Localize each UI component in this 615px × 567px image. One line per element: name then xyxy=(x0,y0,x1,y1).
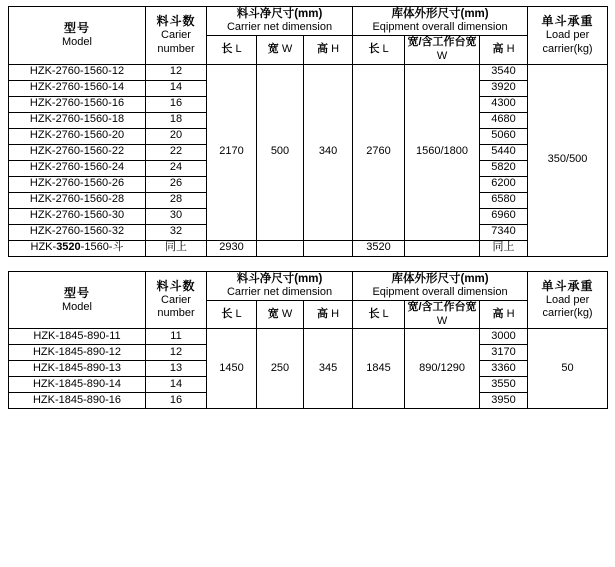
cell-model: HZK-2760-1560-32 xyxy=(9,224,146,240)
cell-overall-width-summary xyxy=(405,240,480,256)
cell-overall-height: 6200 xyxy=(480,176,528,192)
cell-overall-height: 4300 xyxy=(480,96,528,112)
cell-overall-length-summary: 3520 xyxy=(353,240,405,256)
cell-model: HZK-2760-1560-18 xyxy=(9,112,146,128)
subheader-overall-height: 高 H xyxy=(480,36,528,65)
cell-model: HZK-2760-1560-14 xyxy=(9,80,146,96)
cell-carrier: 16 xyxy=(146,393,207,409)
cell-overall-height: 3550 xyxy=(480,377,528,393)
model-prefix: HZK- xyxy=(30,241,57,254)
table-row-summary xyxy=(9,240,608,256)
cell-model: HZK-2760-1560-28 xyxy=(9,192,146,208)
subheader-overall-length: 长 L xyxy=(353,36,405,65)
cell-carrier: 14 xyxy=(146,80,207,96)
header-row-group xyxy=(9,271,608,300)
cell-carrier: 13 xyxy=(146,361,207,377)
table-row xyxy=(9,329,608,345)
cell-overall-height: 4680 xyxy=(480,112,528,128)
subheader-overall-width: 宽/含工作台宽 W xyxy=(405,36,480,65)
subheader-net-length: 长 L xyxy=(207,36,257,65)
header-carrier-number: 料斗数 Carier number xyxy=(146,271,207,329)
header-row-group xyxy=(9,7,608,36)
cell-overall-height: 5820 xyxy=(480,160,528,176)
spec-table-2760 xyxy=(8,6,608,257)
cell-overall-width-merged: 890/1290 xyxy=(405,329,480,409)
subheader-overall-height: 高 H xyxy=(480,300,528,329)
cell-overall-height: 3360 xyxy=(480,361,528,377)
cell-overall-height-summary: 同上 xyxy=(480,240,528,256)
cell-carrier: 14 xyxy=(146,377,207,393)
cell-model: HZK-2760-1560-12 xyxy=(9,64,146,80)
cell-model: HZK-2760-1560-26 xyxy=(9,176,146,192)
cell-load-merged: 350/500 xyxy=(528,64,608,256)
cell-model: HZK-2760-1560-24 xyxy=(9,160,146,176)
cell-carrier: 12 xyxy=(146,345,207,361)
cell-load-merged: 50 xyxy=(528,329,608,409)
cell-model: HZK-1845-890-13 xyxy=(9,361,146,377)
cell-net-length-summary: 2930 xyxy=(207,240,257,256)
cell-overall-height: 6960 xyxy=(480,208,528,224)
cell-carrier: 11 xyxy=(146,329,207,345)
cell-carrier: 22 xyxy=(146,144,207,160)
cell-net-width-merged: 250 xyxy=(257,329,304,409)
cell-model: HZK-2760-1560-20 xyxy=(9,128,146,144)
cell-model-summary xyxy=(9,240,146,256)
cell-overall-height: 5060 xyxy=(480,128,528,144)
cell-overall-height: 6580 xyxy=(480,192,528,208)
spec-table-1845 xyxy=(8,271,608,410)
header-carrier-net-dimension: 料斗净尺寸(mm) Carrier net dimension xyxy=(207,7,353,36)
cell-carrier: 16 xyxy=(146,96,207,112)
subheader-net-height: 高 H xyxy=(304,36,353,65)
cell-carrier: 12 xyxy=(146,64,207,80)
cell-model: HZK-2760-1560-22 xyxy=(9,144,146,160)
cell-carrier: 26 xyxy=(146,176,207,192)
model-suffix: -1560-斗 xyxy=(80,241,124,254)
cell-overall-length-merged: 1845 xyxy=(353,329,405,409)
cell-carrier-summary: 同上 xyxy=(146,240,207,256)
cell-carrier: 28 xyxy=(146,192,207,208)
header-carrier-net-dimension: 料斗净尺寸(mm) Carrier net dimension xyxy=(207,271,353,300)
cell-overall-length-merged: 2760 xyxy=(353,64,405,240)
cell-carrier: 32 xyxy=(146,224,207,240)
header-equipment-overall-dimension: 库体外形尺寸(mm) Eqipment overall dimension xyxy=(353,271,528,300)
cell-overall-width-merged: 1560/1800 xyxy=(405,64,480,240)
subheader-net-length: 长 L xyxy=(207,300,257,329)
cell-net-length-merged: 2170 xyxy=(207,64,257,240)
table-row xyxy=(9,64,608,80)
cell-net-width-merged: 500 xyxy=(257,64,304,240)
cell-carrier: 18 xyxy=(146,112,207,128)
cell-net-height-summary xyxy=(304,240,353,256)
subheader-net-width: 宽 W xyxy=(257,36,304,65)
subheader-overall-length: 长 L xyxy=(353,300,405,329)
subheader-overall-width: 宽/含工作台宽 W xyxy=(405,300,480,329)
cell-net-height-merged: 340 xyxy=(304,64,353,240)
cell-net-length-merged: 1450 xyxy=(207,329,257,409)
cell-carrier: 24 xyxy=(146,160,207,176)
header-load-per-carrier: 单斗承重 Load per carrier(kg) xyxy=(528,7,608,65)
cell-carrier: 30 xyxy=(146,208,207,224)
subheader-net-width: 宽 W xyxy=(257,300,304,329)
header-carrier-number: 料斗数 Carier number xyxy=(146,7,207,65)
cell-overall-height: 3540 xyxy=(480,64,528,80)
cell-model: HZK-1845-890-11 xyxy=(9,329,146,345)
cell-overall-height: 3950 xyxy=(480,393,528,409)
cell-overall-height: 5440 xyxy=(480,144,528,160)
cell-model: HZK-1845-890-16 xyxy=(9,393,146,409)
cell-model: HZK-2760-1560-30 xyxy=(9,208,146,224)
header-load-per-carrier: 单斗承重 Load per carrier(kg) xyxy=(528,271,608,329)
subheader-net-height: 高 H xyxy=(304,300,353,329)
header-model: 型号 Model xyxy=(9,7,146,65)
cell-model: HZK-2760-1560-16 xyxy=(9,96,146,112)
cell-net-height-merged: 345 xyxy=(304,329,353,409)
cell-overall-height: 3170 xyxy=(480,345,528,361)
cell-overall-height: 3920 xyxy=(480,80,528,96)
model-highlight: 3520 xyxy=(56,241,81,254)
header-model: 型号 Model xyxy=(9,271,146,329)
cell-model: HZK-1845-890-12 xyxy=(9,345,146,361)
cell-carrier: 20 xyxy=(146,128,207,144)
header-equipment-overall-dimension: 库体外形尺寸(mm) Eqipment overall dimension xyxy=(353,7,528,36)
cell-net-width-summary xyxy=(257,240,304,256)
cell-overall-height: 3000 xyxy=(480,329,528,345)
cell-model: HZK-1845-890-14 xyxy=(9,377,146,393)
cell-overall-height: 7340 xyxy=(480,224,528,240)
